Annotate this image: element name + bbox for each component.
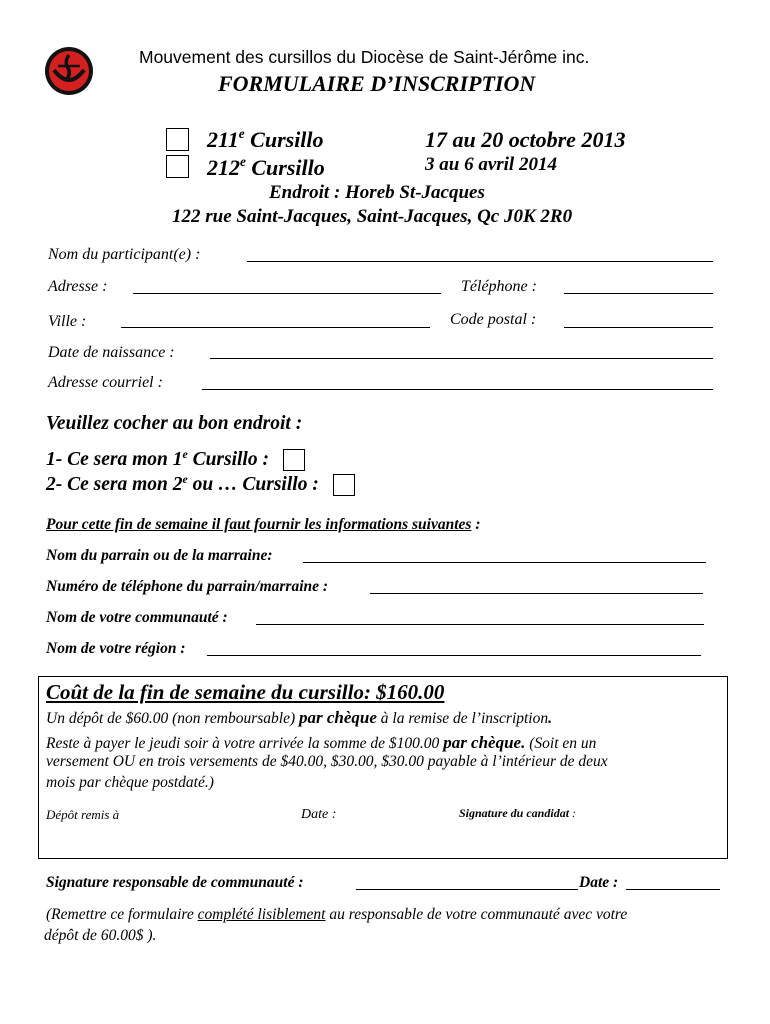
second-cursillo-checkbox[interactable] xyxy=(333,474,355,496)
email-label: Adresse courriel : xyxy=(48,374,163,391)
return-note-line-2: dépôt de 60.00$ ). xyxy=(44,927,157,944)
deposit-line: Un dépôt de $60.00 (non remboursable) par chèque à la remise de l’inscription. xyxy=(46,708,552,727)
sponsor-name-line[interactable] xyxy=(303,562,706,563)
location-place: Endroit : Horeb St-Jacques xyxy=(269,182,485,203)
sponsor-name-label: Nom du parrain ou de la marraine: xyxy=(46,547,273,564)
region-label: Nom de votre région : xyxy=(46,640,186,657)
sponsor-intro: Pour cette fin de semaine il faut fournir les informations suivantes : xyxy=(46,516,481,533)
birth-date-label: Date de naissance : xyxy=(48,344,175,361)
session-211-dates: 17 au 20 octobre 2013 xyxy=(425,127,626,152)
birth-date-line[interactable] xyxy=(210,358,713,359)
postal-code-label: Code postal : xyxy=(450,311,537,328)
deposit-by-label: Dépôt remis à xyxy=(46,807,120,822)
community-line[interactable] xyxy=(256,624,704,625)
email-line[interactable] xyxy=(202,389,713,390)
session-212-dates: 3 au 6 avril 2014 xyxy=(425,154,557,175)
address-label: Adresse : xyxy=(48,278,108,295)
organization-name: Mouvement des cursillos du Diocèse de Saint-Jérôme inc. xyxy=(139,47,590,67)
community-label: Nom de votre communauté : xyxy=(46,609,228,626)
cursillo-logo xyxy=(44,46,94,96)
address-line[interactable] xyxy=(133,293,441,294)
first-cursillo-label: 1- Ce sera mon 1e Cursillo : xyxy=(46,448,269,470)
city-line[interactable] xyxy=(121,327,430,328)
session-212-label: 212e Cursillo xyxy=(207,154,325,180)
first-cursillo-checkbox[interactable] xyxy=(283,449,305,471)
form-title: FORMULAIRE D’INSCRIPTION xyxy=(218,71,536,96)
phone-label: Téléphone : xyxy=(461,278,537,295)
responsible-date-label: Date : xyxy=(579,874,619,891)
responsible-signature-line[interactable] xyxy=(356,889,578,890)
region-line[interactable] xyxy=(207,655,701,656)
check-heading: Veuillez cocher au bon endroit : xyxy=(46,413,303,434)
responsible-signature-label: Signature responsable de communauté : xyxy=(46,874,304,891)
session-212-checkbox[interactable] xyxy=(166,155,189,178)
responsible-date-line[interactable] xyxy=(626,889,720,890)
sponsor-phone-label: Numéro de téléphone du parrain/marraine : xyxy=(46,578,329,595)
return-note-line-1: (Remettre ce formulaire complété lisiblement au responsable de votre communauté avec votre xyxy=(46,906,628,923)
session-211-checkbox[interactable] xyxy=(166,128,189,151)
cost-title: Coût de la fin de semaine du cursillo: $160.00 xyxy=(46,680,445,704)
second-cursillo-label: 2- Ce sera mon 2e ou … Cursillo : xyxy=(46,473,319,495)
sponsor-phone-line[interactable] xyxy=(370,593,703,594)
postal-code-line[interactable] xyxy=(564,327,713,328)
session-211-label: 211e Cursillo xyxy=(207,126,324,152)
candidate-signature-label: Signature du candidat : xyxy=(459,806,577,820)
remaining-line-2: versement OU en trois versements de $40.00, $30.00, $30.00 payable à l’intérieur de deux xyxy=(46,753,608,770)
participant-name-label: Nom du participant(e) : xyxy=(48,246,201,263)
city-label: Ville : xyxy=(48,313,87,330)
phone-line[interactable] xyxy=(564,293,713,294)
remaining-line-1: Reste à payer le jeudi soir à votre arrivée la somme de $100.00 par chèque. (Soit en un xyxy=(46,733,597,752)
location-address: 122 rue Saint-Jacques, Saint-Jacques, Qc J0K 2R0 xyxy=(172,206,573,227)
remaining-line-3: mois par chèque postdaté.) xyxy=(46,774,214,791)
deposit-date-label: Date : xyxy=(301,807,337,822)
participant-name-line[interactable] xyxy=(247,261,713,262)
